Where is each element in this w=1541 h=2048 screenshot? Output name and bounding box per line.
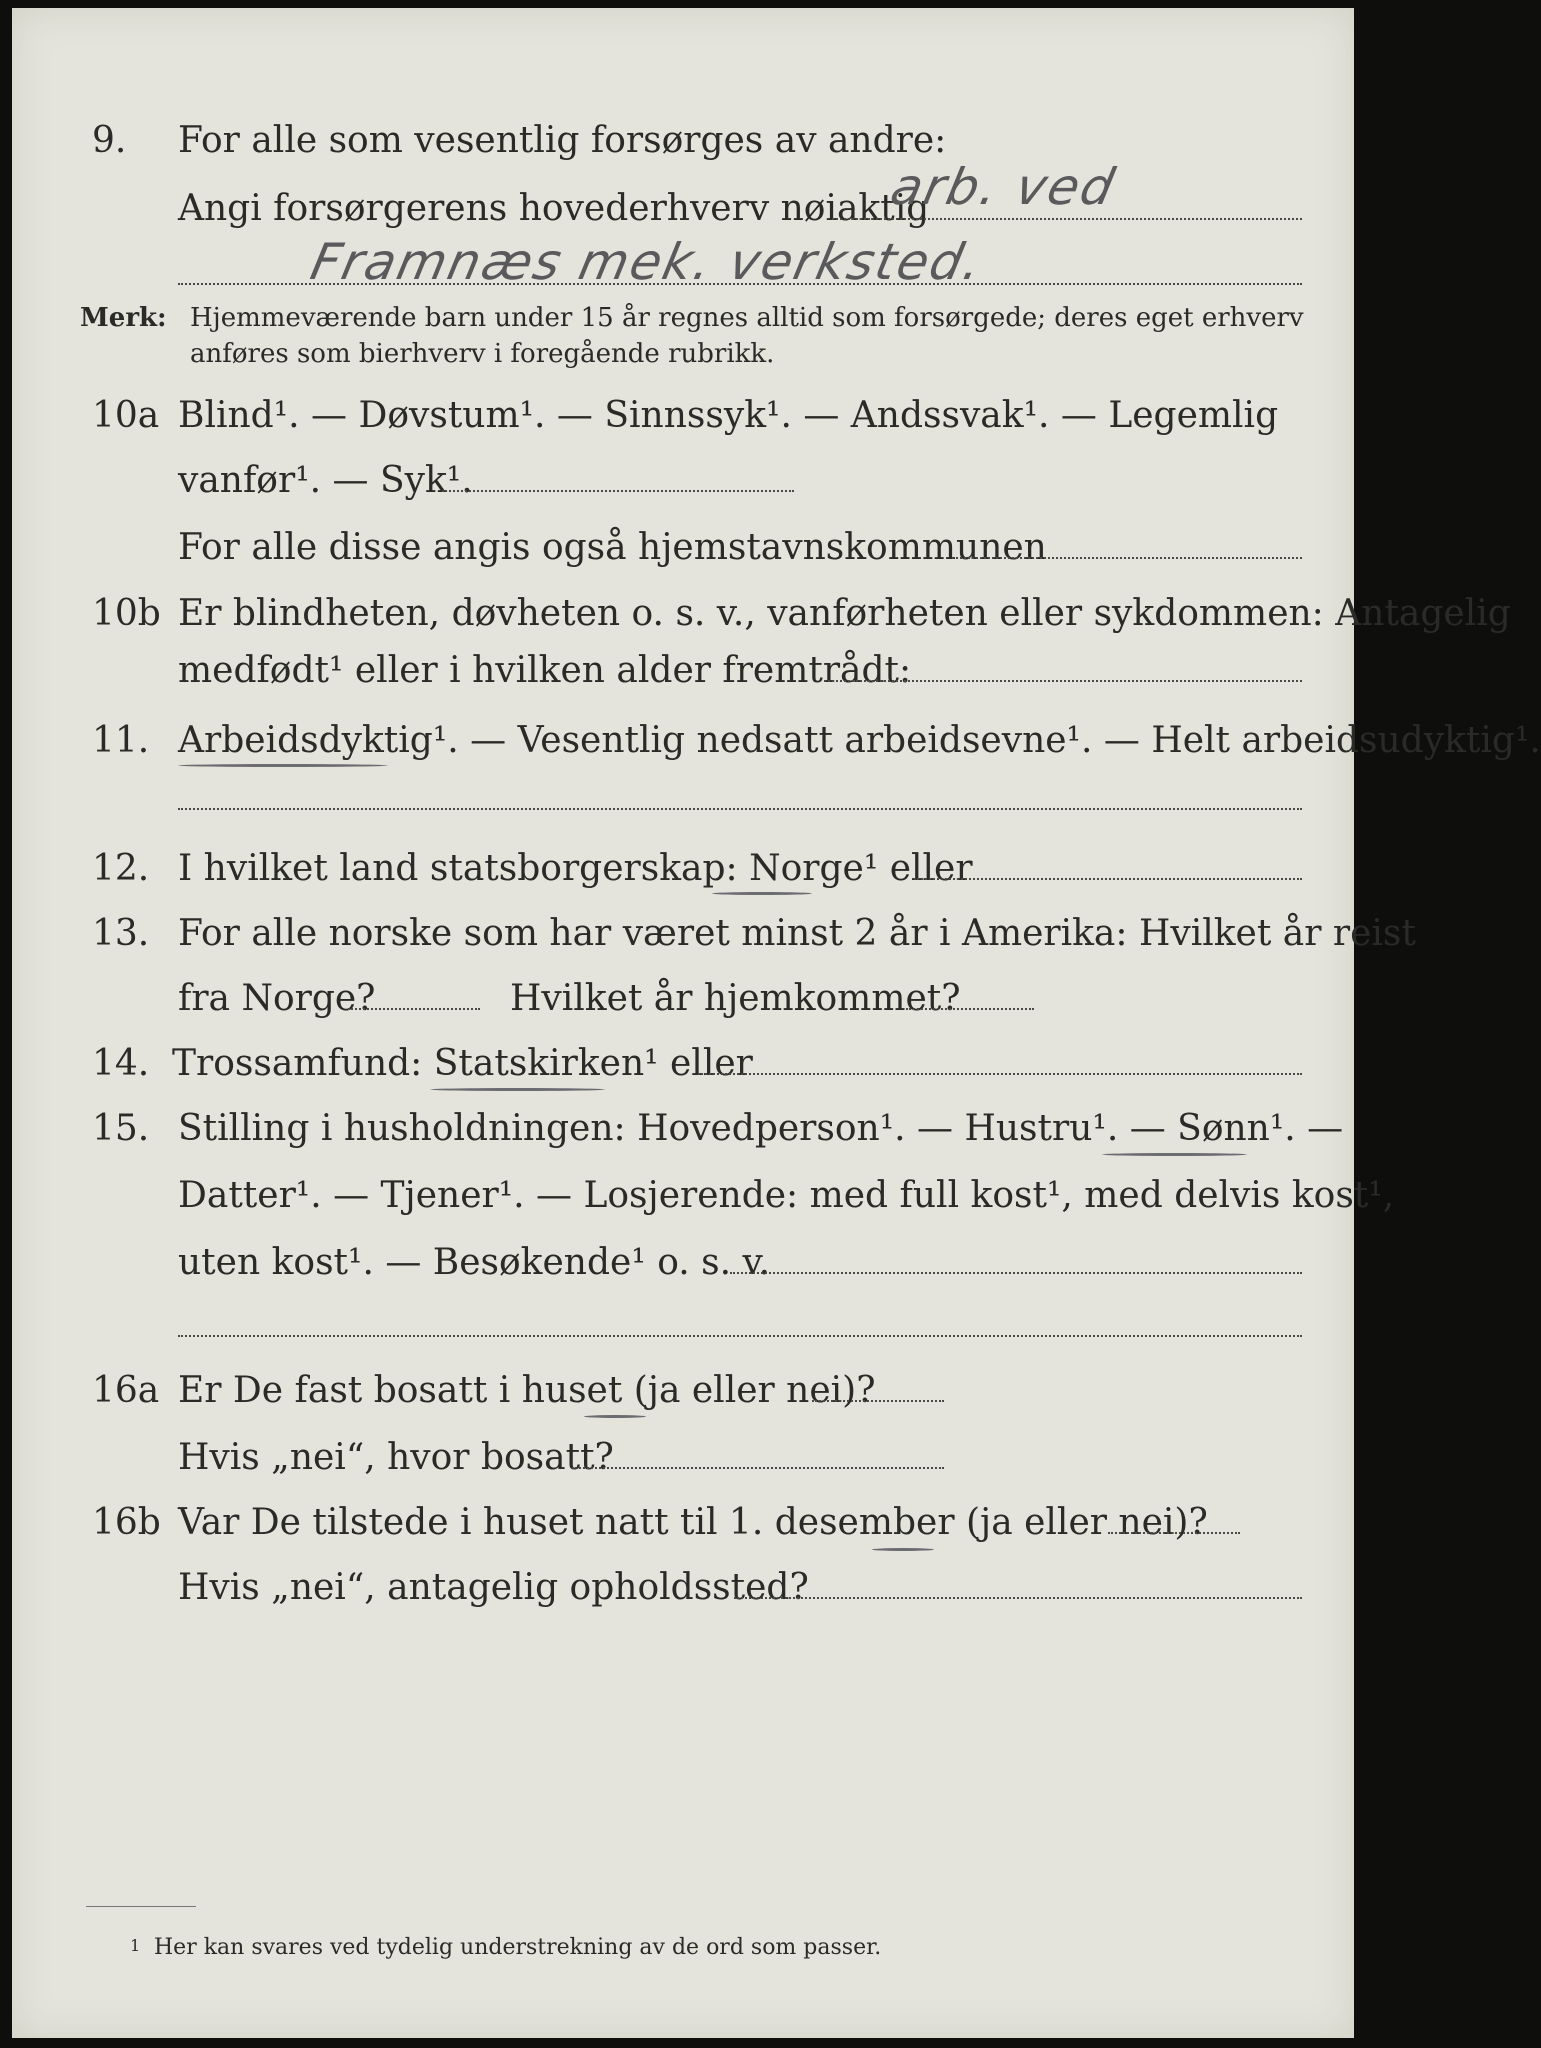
q16a-dotted-line-2 <box>572 1467 944 1469</box>
q13-dotted-line-2 <box>906 1008 1034 1010</box>
merk-line2: anføres som bierhverv i foregående rubrikk. <box>190 339 775 369</box>
q14-line1: Trossamfund: Statskirken¹ eller <box>172 1043 753 1084</box>
q10a-line1: Blind¹. — Døvstum¹. — Sinnssyk¹. — Andssvak¹. — Legemlig <box>178 395 1279 436</box>
q13-line2a: fra Norge? <box>178 978 376 1019</box>
q16a-dotted-line-1 <box>812 1400 944 1402</box>
q15-line3: uten kost¹. — Besøkende¹ o. s. v. <box>178 1242 771 1283</box>
q9-number: 9. <box>92 120 127 161</box>
q11-dotted-line <box>178 808 1302 810</box>
q9-line1: For alle som vesentlig forsørges av andre: <box>178 120 947 161</box>
q16a-underline-mark <box>584 1415 646 1418</box>
q10b-number: 10b <box>92 593 161 634</box>
q14-dotted-line <box>698 1073 1302 1075</box>
q16a-line1: Er De fast bosatt i huset (ja eller nei)? <box>178 1370 876 1411</box>
q9-handwritten-answer-1: arb. ved <box>885 158 1121 216</box>
q12-dotted-line <box>914 878 1302 880</box>
q10b-line1: Er blindheten, døvheten o. s. v., vanførheten eller sykdommen: Antagelig <box>178 593 1511 634</box>
merk-label: Merk: <box>80 303 167 333</box>
q9-answer-dotted-line-1 <box>832 218 1302 220</box>
q10b-line2: medfødt¹ eller i hvilken alder fremtrådt: <box>178 650 912 691</box>
q11-line1: Arbeidsdyktig¹. — Vesentlig nedsatt arbeidsevne¹. — Helt arbeidsudyktig¹. <box>178 720 1541 761</box>
q9-answer-dotted-line-2 <box>178 283 1302 285</box>
footnote-text: Her kan svares ved tydelig understrekning av de ord som passer. <box>154 1935 882 1960</box>
q13-line2b: Hvilket år hjemkommet? <box>510 978 961 1019</box>
q16b-number: 16b <box>92 1502 161 1543</box>
q15-dotted-line-1 <box>730 1272 1302 1274</box>
q12-number: 12. <box>92 848 150 889</box>
q10a-line3: For alle disse angis også hjemstavnskommunen <box>178 527 1047 568</box>
q13-dotted-line-1 <box>348 1008 480 1010</box>
q10a-line2: vanfør¹. — Syk¹. <box>178 460 473 501</box>
q16b-dotted-line <box>1108 1532 1240 1534</box>
q15-dotted-line-2 <box>178 1335 1302 1337</box>
q10a-number: 10a <box>92 395 160 436</box>
q16b-line2: Hvis „nei“, antagelig opholdssted? <box>178 1567 809 1608</box>
q11-underline-mark <box>178 764 388 767</box>
q14-underline-mark <box>430 1088 605 1091</box>
footnote-rule <box>86 1906 196 1907</box>
q9-line2: Angi forsørgerens hovederhverv nøiaktig <box>178 188 930 229</box>
q15-number: 15. <box>92 1108 150 1149</box>
q16b-dotted-line-2 <box>734 1597 1302 1599</box>
q12-underline-mark <box>712 892 812 895</box>
merk-line1: Hjemmeværende barn under 15 år regnes alltid som forsørgede; deres eget erhverv <box>190 303 1304 333</box>
q16a-line2: Hvis „nei“, hvor bosatt? <box>178 1437 614 1478</box>
q15-line1: Stilling i husholdningen: Hovedperson¹. — Hustru¹. — Sønn¹. — <box>178 1108 1344 1149</box>
q10b-dotted-line <box>824 680 1302 682</box>
q16b-line1: Var De tilstede i huset natt til 1. desember (ja eller nei)? <box>178 1502 1208 1543</box>
q12-line1: I hvilket land statsborgerskap: Norge¹ eller <box>178 848 973 889</box>
q15-underline-mark <box>1102 1153 1247 1156</box>
q10a-dotted-line-1 <box>442 490 794 492</box>
q16a-number: 16a <box>92 1370 160 1411</box>
q15-line2: Datter¹. — Tjener¹. — Losjerende: med full kost¹, med delvis kost¹, <box>178 1175 1395 1216</box>
q13-line1: For alle norske som har været minst 2 år i Amerika: Hvilket år reist <box>178 913 1416 954</box>
q16b-underline-mark <box>872 1548 934 1551</box>
census-form-page <box>12 8 1541 2038</box>
q13-number: 13. <box>92 913 150 954</box>
q11-number: 11. <box>92 720 150 761</box>
q9-handwritten-answer-2: Framnæs mek. verksted. <box>305 233 989 291</box>
q14-number: 14. <box>92 1043 150 1084</box>
footnote-mark: 1 <box>130 1936 141 1955</box>
q10a-dotted-line-2 <box>952 557 1302 559</box>
